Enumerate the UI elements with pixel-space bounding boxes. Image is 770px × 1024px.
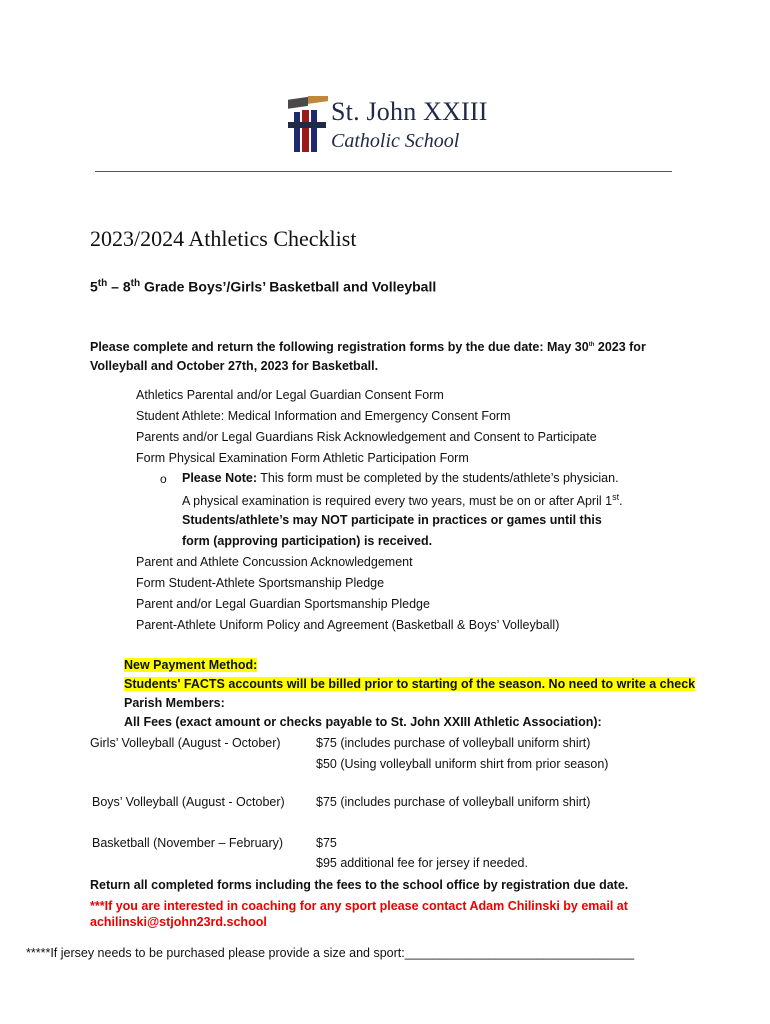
page-subtitle: 5th – 8th Grade Boys’/Girls’ Basketball and Volleyball: [90, 278, 437, 295]
checklist-item: Parent and/or Legal Guardian Sportsmanship Pledge: [136, 597, 430, 611]
note-line: Please Note: This form must be completed by the students/athlete’s physician.: [182, 471, 619, 485]
note-bullet: o: [160, 472, 167, 486]
jersey-size-line: *****If jersey needs to be purchased please provide a size and sport:_________________________________: [26, 946, 635, 960]
checklist-item: Parent and Athlete Concussion Acknowledgement: [136, 555, 413, 569]
fee-label-girls-volleyball: Girls’ Volleyball (August - October): [90, 736, 281, 750]
page-title: 2023/2024 Athletics Checklist: [90, 226, 357, 251]
checklist-item: Parents and/or Legal Guardians Risk Acknowledgement and Consent to Participate: [136, 430, 597, 444]
contact-email: achilinski@stjohn23rd.school: [90, 915, 267, 929]
fee-value: $75 (includes purchase of volleyball uniform shirt): [316, 736, 591, 750]
checklist-item: Parent-Athlete Uniform Policy and Agreement (Basketball & Boys’ Volleyball): [136, 618, 560, 632]
checklist-item: Form Student-Athlete Sportsmanship Pledge: [136, 576, 385, 590]
fee-value: $75: [316, 836, 337, 850]
return-forms-note: Return all completed forms including the fees to the school office by registration due date.: [90, 878, 629, 892]
checklist-item: Form Physical Examination Form Athletic Participation Form: [136, 451, 469, 465]
checklist-item: Student Athlete: Medical Information and Emergency Consent Form: [136, 409, 511, 423]
coaching-contact: ***If you are interested in coaching for any sport please contact Adam Chilinski by email at achilinski@stjohn23rd.school: [90, 899, 628, 929]
fee-value: $95 additional fee for jersey if needed.: [316, 856, 528, 870]
checklist-item: Athletics Parental and/or Legal Guardian Consent Form: [136, 388, 444, 402]
fee-label-basketball: Basketball (November – February): [92, 836, 284, 850]
parish-members-label: Parish Members:: [124, 696, 225, 710]
fee-label-boys-volleyball: Boys’ Volleyball (August - October): [92, 795, 285, 809]
payment-facts-note: Students' FACTS accounts will be billed prior to starting of the season. No need to write a check: [124, 677, 696, 691]
all-fees-label: All Fees (exact amount or checks payable to St. John XXIII Athletic Association):: [124, 715, 602, 729]
school-name: St. John XXIII: [331, 97, 488, 126]
header-divider: [95, 171, 672, 172]
note-line: Students/athlete’s may NOT participate in practices or games until this: [182, 513, 602, 527]
intro-paragraph: Please complete and return the following registration forms by the due date: May 30th 2023 for Volleyball and October 27th, 2023 for Basketball.: [90, 340, 646, 374]
note-line: A physical examination is required every two years, must be on or after April 1st.: [182, 492, 623, 509]
fee-value: $75 (includes purchase of volleyball uniform shirt): [316, 795, 591, 809]
note-line: form (approving participation) is received.: [182, 534, 433, 548]
payment-heading: New Payment Method:: [124, 658, 258, 672]
fee-value: $50 (Using volleyball uniform shirt from prior season): [316, 757, 609, 771]
school-subtitle: Catholic School: [331, 130, 460, 152]
